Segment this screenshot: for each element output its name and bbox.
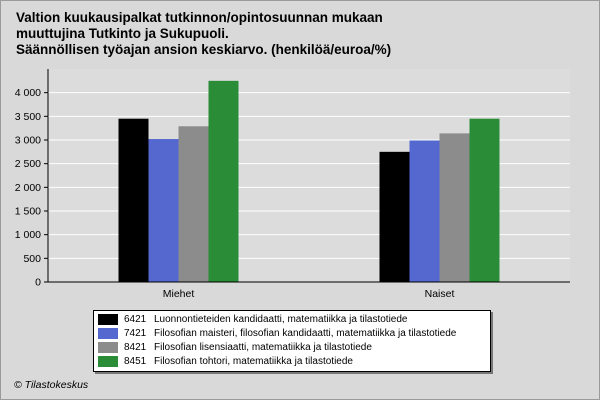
bar-6421-miehet	[119, 119, 149, 282]
y-tick-label: 2 500	[14, 158, 41, 171]
legend-label: Filosofian tohtori, matematiikka ja tilastotiede	[154, 355, 353, 367]
y-tick-label: 3 500	[14, 110, 41, 123]
bar-7421-naiset	[410, 140, 440, 282]
legend-swatch-8421	[98, 342, 118, 353]
title-line-1: Valtion kuukausipalkat tutkinnon/opintosuunnan mukaan	[16, 10, 383, 25]
legend-swatch-8451	[98, 356, 118, 367]
legend-swatch-6421	[98, 314, 118, 325]
legend-item-6421	[98, 312, 408, 326]
legend-label: Filosofian lisensiaatti, matematiikka ja tilastotiede	[154, 341, 372, 353]
bar-8451-naiset	[470, 119, 500, 282]
legend-label: Filosofian maisteri, filosofian kandidaatti, matematiikka ja tilastotiede	[154, 327, 457, 339]
copyright-text: © Tilastokeskus	[14, 379, 89, 391]
title-line-2: muuttujina Tutkinto ja Sukupuoli.	[16, 26, 229, 41]
legend-item-8451	[98, 354, 353, 368]
y-tick-label: 3 000	[14, 134, 41, 147]
legend-item-8421	[98, 340, 372, 354]
legend-code: 6421	[124, 313, 147, 325]
bar-6421-naiset	[380, 152, 410, 282]
legend-code: 7421	[124, 327, 147, 339]
legend-label: Luonnontieteiden kandidaatti, matematiikka ja tilastotiede	[154, 313, 408, 325]
bar-7421-miehet	[149, 139, 179, 282]
y-tick-label: 500	[23, 252, 41, 265]
title-line-3: Säännöllisen työajan ansion keskiarvo. (henkilöä/euroa/%)	[16, 42, 392, 57]
legend-code: 8421	[124, 341, 147, 353]
legend-swatch-7421	[98, 328, 118, 339]
x-tick-label: Miehet	[162, 288, 195, 300]
x-tick-label: Naiset	[424, 288, 455, 300]
y-tick-label: 0	[35, 276, 41, 289]
legend	[93, 310, 491, 372]
legend-item-7421	[98, 326, 456, 340]
y-tick-label: 1 500	[14, 205, 41, 218]
y-tick-label: 2 000	[14, 181, 41, 194]
y-tick-label: 1 000	[14, 229, 41, 242]
y-tick-label: 4 000	[14, 87, 41, 100]
legend-code: 8451	[124, 355, 147, 367]
bar-8421-naiset	[440, 133, 470, 282]
bar-8421-miehet	[179, 126, 209, 282]
bar-8451-miehet	[209, 81, 239, 282]
